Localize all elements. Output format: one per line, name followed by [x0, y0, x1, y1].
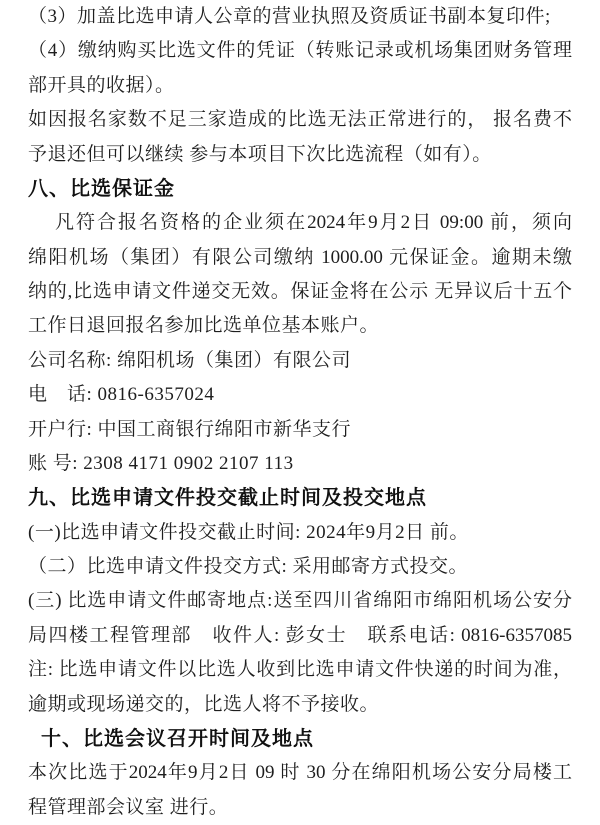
doc-line: 局四楼工程管理部 收件人: 彭女士 联系电话: 0816-6357085	[28, 624, 572, 646]
doc-line: 注: 比选申请文件以比选人收到比选申请文件快递的时间为准，	[28, 659, 572, 681]
doc-line: （4）缴纳购买比选文件的凭证（转账记录或机场集团财务管理	[28, 40, 572, 62]
doc-line: 电 话: 0816-6357024	[28, 384, 215, 406]
doc-line: 凡符合报名资格的企业须在2024年9月2日 09:00 前，须向	[55, 212, 572, 234]
doc-line: 如因报名家数不足三家造成的比选无法正常进行的， 报名费不	[28, 109, 572, 131]
doc-line: 账 号: 2308 4171 0902 2107 113	[28, 452, 294, 474]
doc-line: 程管理部会议室 进行。	[28, 796, 229, 818]
doc-line: 公司名称: 绵阳机场（集团）有限公司	[28, 349, 352, 371]
doc-line: （二）比选申请文件投交方式: 采用邮寄方式投交。	[28, 556, 469, 577]
section-heading: 十、比选会议召开时间及地点	[41, 727, 314, 750]
doc-line: （3）加盖比选申请人公章的营业执照及资质证书副本复印件;	[28, 6, 551, 27]
doc-line: 绵阳机场（集团）有限公司缴纳 1000.00 元保证金。逾期未缴	[28, 246, 572, 268]
doc-line: 部开具的收据）。	[28, 74, 175, 96]
section-heading: 九、比选申请文件投交截止时间及投交地点	[28, 487, 427, 510]
doc-line: (一)比选申请文件投交截止时间: 2024年9月2日 前。	[28, 521, 469, 543]
doc-line: 开户行: 中国工商银行绵阳市新华支行	[28, 418, 352, 440]
doc-line: 逾期或现场递交的，比选人将不予接收。	[28, 693, 380, 715]
doc-line: 本次比选于2024年9月2日 09 时 30 分在绵阳机场公安分局楼工	[28, 762, 572, 784]
doc-line: 纳的,比选申请文件递交无效。保证金将在公示 无异议后十五个	[28, 281, 572, 302]
doc-line: (三) 比选申请文件邮寄地点:送至四川省绵阳市绵阳机场公安分	[28, 590, 572, 612]
section-heading: 八、比选保证金	[28, 177, 175, 200]
doc-line: 予退还但可以继续 参与本项目下次比选流程（如有）。	[28, 143, 492, 165]
doc-line: 工作日退回报名参加比选单位基本账户。	[28, 315, 380, 337]
